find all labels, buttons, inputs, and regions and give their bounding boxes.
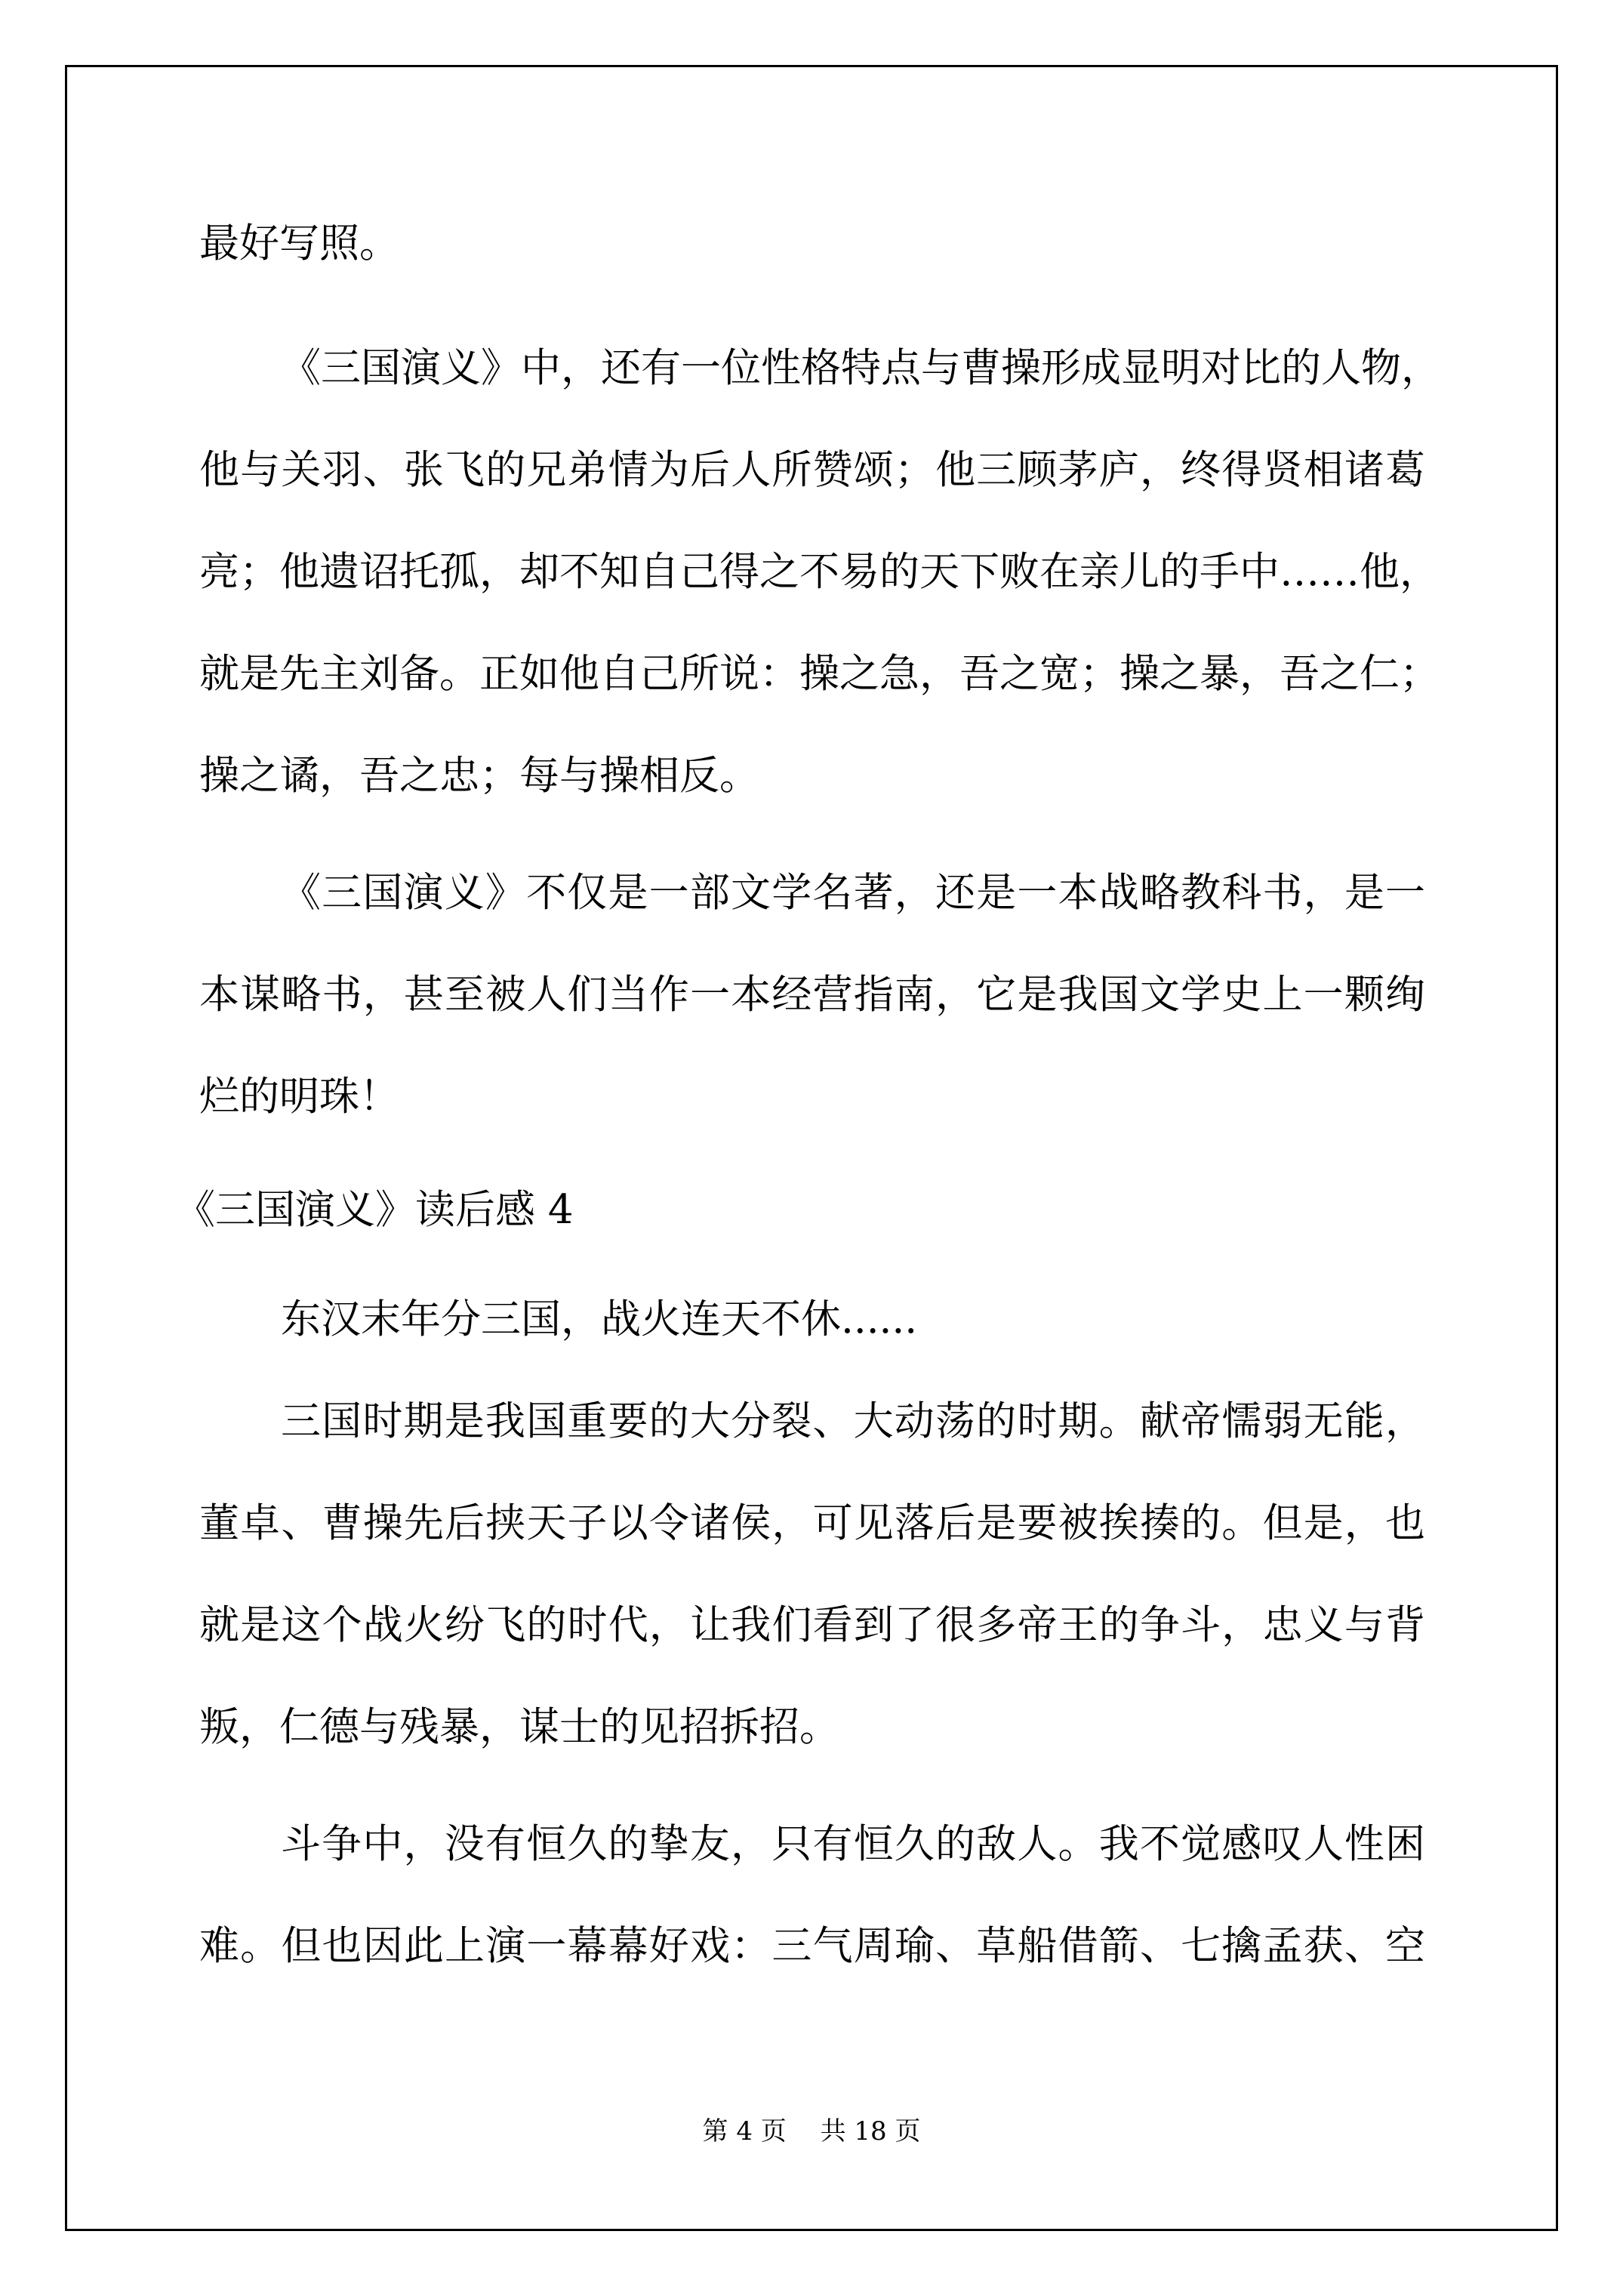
text-line: 他与关羽、张飞的兄弟情为后人所赞颂；他三顾茅庐，终得贤相诸葛 xyxy=(199,447,1425,493)
text-line: 亮；他遗诏托孤，却不知自己得之不易的天下败在亲儿的手中……他， xyxy=(199,549,1440,595)
text-line: 操之谲，吾之忠；每与操相反。 xyxy=(199,753,759,799)
text-line: 董卓、曹操先后挟天子以令诸侯，可见落后是要被挨揍的。但是，也 xyxy=(199,1500,1425,1546)
text-line: 叛，仁德与残暴，谋士的见招拆招。 xyxy=(199,1704,839,1750)
text-line: 烂的明珠！ xyxy=(199,1074,399,1120)
paragraph-start-line: 《三国演义》中，还有一位性格特点与曹操形成显明对比的人物， xyxy=(281,345,1441,391)
section-heading: 《三国演义》读后感 4 xyxy=(175,1187,574,1233)
paragraph-start-line: 东汉末年分三国，战火连天不休...... xyxy=(281,1296,918,1342)
text-line: 最好写照。 xyxy=(199,220,399,267)
text-line: 难。但也因此上演一幕幕好戏：三气周瑜、草船借箭、七擒孟获、空 xyxy=(199,1923,1425,1969)
text-line: 本谋略书，甚至被人们当作一本经营指南，它是我国文学史上一颗绚 xyxy=(199,972,1425,1018)
text-line: 就是这个战火纷飞的时代，让我们看到了很多帝王的争斗，忠义与背 xyxy=(199,1602,1425,1648)
text-line: 就是先主刘备。正如他自己所说：操之急，吾之宽；操之暴，吾之仁； xyxy=(199,651,1440,697)
page-number-footer: 第 4 页 共 18 页 xyxy=(702,2116,921,2147)
paragraph-start-line: 三国时期是我国重要的大分裂、大动荡的时期。献帝懦弱无能， xyxy=(281,1398,1425,1444)
paragraph-start-line: 斗争中，没有恒久的挚友，只有恒久的敌人。我不觉感叹人性困 xyxy=(281,1821,1425,1867)
paragraph-start-line: 《三国演义》不仅是一部文学名著，还是一本战略教科书，是一 xyxy=(281,870,1425,916)
